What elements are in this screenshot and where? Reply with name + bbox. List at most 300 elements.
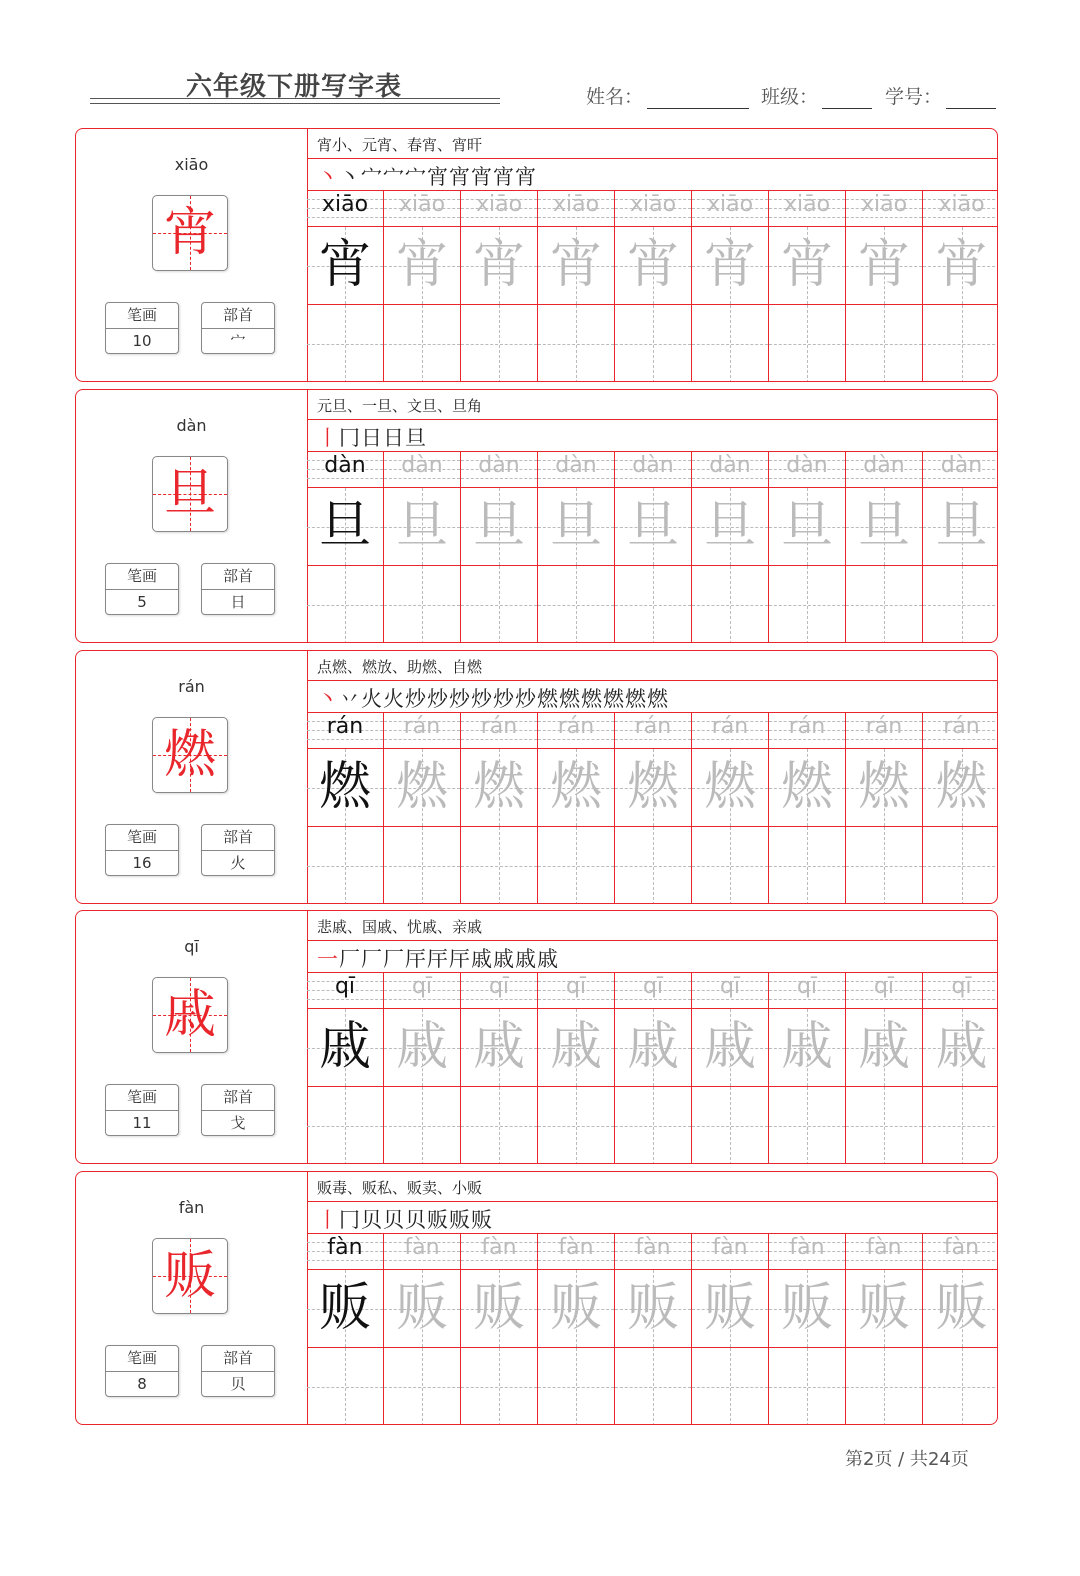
practice-pinyin: dàn xyxy=(863,453,905,478)
pinyin-cell[interactable] xyxy=(923,451,998,488)
blank-writing-cell[interactable] xyxy=(461,566,537,643)
practice-char: 旦 xyxy=(395,496,448,556)
tracing-cell[interactable] xyxy=(615,749,691,827)
pinyin-cell[interactable] xyxy=(538,1233,614,1270)
practice-char: 宵 xyxy=(318,235,371,295)
practice-grid xyxy=(307,190,997,382)
character-card xyxy=(75,128,998,382)
practice-char: 旦 xyxy=(472,496,525,556)
stroke-count-label: 笔画 xyxy=(106,825,178,851)
practice-pinyin: dàn xyxy=(709,453,751,478)
blank-writing-cell[interactable] xyxy=(538,305,614,382)
tracing-cell[interactable] xyxy=(846,749,922,827)
practice-char: 戚 xyxy=(318,1017,371,1077)
blank-writing-cell[interactable] xyxy=(461,305,537,382)
word-examples-row xyxy=(307,390,997,420)
tracing-cell[interactable] xyxy=(923,1009,998,1087)
practice-char: 旦 xyxy=(703,496,756,556)
name-field[interactable] xyxy=(586,82,749,109)
blank-writing-cell[interactable] xyxy=(538,827,614,904)
practice-column xyxy=(769,1233,846,1425)
character-card xyxy=(75,910,998,1164)
tracing-cell[interactable] xyxy=(615,488,691,566)
radical-label: 部首 xyxy=(202,564,274,590)
practice-char: 燃 xyxy=(780,757,833,817)
word-examples-row xyxy=(307,129,997,159)
practice-column xyxy=(846,451,923,643)
pinyin-cell[interactable] xyxy=(769,190,845,227)
tracing-cell[interactable] xyxy=(384,749,460,827)
page-header xyxy=(88,62,1000,108)
practice-column xyxy=(692,190,769,382)
practice-column xyxy=(615,712,692,904)
practice-char: 旦 xyxy=(626,496,679,556)
blank-writing-cell[interactable] xyxy=(923,566,998,643)
tracing-cell[interactable] xyxy=(769,1270,845,1348)
pinyin-cell[interactable] xyxy=(538,972,614,1009)
practice-char: 贩 xyxy=(626,1278,679,1338)
blank-writing-cell[interactable] xyxy=(846,305,922,382)
practice-column xyxy=(769,451,846,643)
pinyin-cell[interactable] xyxy=(615,190,691,227)
word-examples: 点燃、燃放、助燃、自燃 xyxy=(317,658,483,676)
blank-writing-cell[interactable] xyxy=(692,827,768,904)
practice-pinyin: xiāo xyxy=(552,192,600,217)
blank-writing-cell[interactable] xyxy=(307,827,383,904)
practice-char: 燃 xyxy=(549,757,602,817)
blank-writing-cell[interactable] xyxy=(615,566,691,643)
practice-column xyxy=(846,1233,923,1425)
page-title: 六年级下册写字表 xyxy=(186,72,403,102)
tracing-cell[interactable] xyxy=(846,488,922,566)
stroke-count-value: 16 xyxy=(132,854,152,872)
tracing-cell[interactable] xyxy=(692,749,768,827)
stroke-order-row xyxy=(307,1201,997,1234)
pinyin-label: rán xyxy=(178,677,205,696)
blank-writing-cell[interactable] xyxy=(384,1087,460,1164)
practice-column xyxy=(615,972,692,1164)
pinyin-cell[interactable] xyxy=(769,1233,845,1270)
practice-char: 旦 xyxy=(780,496,833,556)
blank-writing-cell[interactable] xyxy=(615,1087,691,1164)
practice-column xyxy=(846,972,923,1164)
blank-writing-cell[interactable] xyxy=(769,827,845,904)
practice-char: 贩 xyxy=(780,1278,833,1338)
pinyin-cell[interactable] xyxy=(923,712,998,749)
blank-writing-cell[interactable] xyxy=(384,305,460,382)
pinyin-cell[interactable] xyxy=(461,451,537,488)
pinyin-cell[interactable] xyxy=(846,190,922,227)
radical-value: 戈 xyxy=(230,1114,246,1132)
tracing-cell[interactable] xyxy=(538,749,614,827)
pinyin-cell[interactable] xyxy=(923,972,998,1009)
practice-pinyin: xiāo xyxy=(321,192,369,217)
tracing-cell[interactable] xyxy=(846,227,922,305)
pinyin-cell[interactable] xyxy=(538,451,614,488)
practice-char: 贩 xyxy=(857,1278,910,1338)
main-character: 戚 xyxy=(163,985,216,1045)
tracing-cell[interactable] xyxy=(692,227,768,305)
practice-column xyxy=(923,190,998,382)
tracing-cell[interactable] xyxy=(461,227,537,305)
pinyin-cell[interactable] xyxy=(461,190,537,227)
word-examples: 悲戚、国戚、忧戚、亲戚 xyxy=(317,918,483,936)
blank-writing-cell[interactable] xyxy=(923,1087,998,1164)
blank-writing-cell[interactable] xyxy=(461,1348,537,1425)
blank-writing-cell[interactable] xyxy=(615,1348,691,1425)
pinyin-cell[interactable] xyxy=(538,712,614,749)
pinyin-cell[interactable] xyxy=(769,451,845,488)
practice-char: 戚 xyxy=(935,1017,988,1077)
practice-column xyxy=(538,712,615,904)
practice-column xyxy=(538,190,615,382)
blank-writing-cell[interactable] xyxy=(769,1348,845,1425)
blank-writing-cell[interactable] xyxy=(538,1087,614,1164)
pinyin-cell[interactable] xyxy=(923,190,998,227)
character-info-panel xyxy=(76,129,308,381)
practice-column xyxy=(384,972,461,1164)
stroke-order-sequence xyxy=(317,683,669,713)
page-number: 第2页 / 共24页 xyxy=(845,1449,969,1470)
word-examples: 元旦、一旦、文旦、旦角 xyxy=(317,397,483,415)
pinyin-cell[interactable] xyxy=(692,972,768,1009)
radical-label: 部首 xyxy=(202,303,274,329)
practice-pinyin: qī xyxy=(411,974,433,999)
practice-pinyin: fàn xyxy=(635,1235,671,1260)
practice-column xyxy=(846,712,923,904)
tracing-cell[interactable] xyxy=(307,1270,383,1348)
blank-writing-cell[interactable] xyxy=(769,1087,845,1164)
blank-writing-cell[interactable] xyxy=(769,305,845,382)
practice-pinyin: rán xyxy=(711,714,749,739)
tracing-cell[interactable] xyxy=(923,749,998,827)
practice-pinyin: rán xyxy=(634,714,672,739)
tracing-cell[interactable] xyxy=(461,488,537,566)
blank-writing-cell[interactable] xyxy=(384,827,460,904)
blank-writing-cell[interactable] xyxy=(923,305,998,382)
tracing-cell[interactable] xyxy=(692,488,768,566)
stroke-order-sequence xyxy=(317,943,559,973)
tracing-cell[interactable] xyxy=(307,749,383,827)
pinyin-cell[interactable] xyxy=(384,451,460,488)
pinyin-cell[interactable] xyxy=(692,190,768,227)
practice-pinyin: qī xyxy=(334,974,356,999)
pinyin-cell[interactable] xyxy=(615,451,691,488)
pinyin-cell[interactable] xyxy=(923,1233,998,1270)
radical-box xyxy=(201,1345,275,1397)
practice-column xyxy=(615,1233,692,1425)
practice-column xyxy=(923,712,998,904)
practice-char: 燃 xyxy=(318,757,371,817)
practice-panel xyxy=(307,911,997,1163)
tracing-cell[interactable] xyxy=(461,1270,537,1348)
tracing-cell[interactable] xyxy=(461,1009,537,1087)
radical-box xyxy=(201,1084,275,1136)
main-character-box xyxy=(152,1238,228,1314)
pinyin-cell[interactable] xyxy=(384,190,460,227)
stroke-count-label: 笔画 xyxy=(106,1085,178,1111)
practice-grid xyxy=(307,712,997,904)
stroke-order-sequence xyxy=(317,161,537,191)
stroke-count-label: 笔画 xyxy=(106,303,178,329)
blank-writing-cell[interactable] xyxy=(384,566,460,643)
tracing-cell[interactable] xyxy=(923,1270,998,1348)
stroke-count-box xyxy=(105,302,179,354)
blank-writing-cell[interactable] xyxy=(692,1087,768,1164)
blank-writing-cell[interactable] xyxy=(692,305,768,382)
pinyin-cell[interactable] xyxy=(307,972,383,1009)
practice-pinyin: rán xyxy=(403,714,441,739)
pinyin-cell[interactable] xyxy=(461,712,537,749)
tracing-cell[interactable] xyxy=(384,227,460,305)
pinyin-cell[interactable] xyxy=(461,1233,537,1270)
practice-panel xyxy=(307,1172,997,1424)
blank-writing-cell[interactable] xyxy=(538,566,614,643)
remaining-strokes: 丷火火炒炒炒炒炒炒燃燃燃燃燃燃 xyxy=(339,687,669,711)
practice-pinyin: qī xyxy=(951,974,972,999)
blank-writing-cell[interactable] xyxy=(846,1087,922,1164)
blank-writing-cell[interactable] xyxy=(846,1348,922,1425)
pinyin-cell[interactable] xyxy=(307,712,383,749)
main-character-box xyxy=(152,195,228,271)
radical-label: 部首 xyxy=(202,1346,274,1372)
practice-pinyin: xiāo xyxy=(938,192,985,217)
tracing-cell[interactable] xyxy=(615,227,691,305)
tracing-cell[interactable] xyxy=(769,1009,845,1087)
practice-grid xyxy=(307,1233,997,1425)
main-character-box xyxy=(152,717,228,793)
practice-column xyxy=(307,1233,384,1425)
practice-column xyxy=(615,451,692,643)
practice-column xyxy=(384,1233,461,1425)
tracing-cell[interactable] xyxy=(846,1270,922,1348)
pinyin-cell[interactable] xyxy=(769,712,845,749)
pinyin-label: qī xyxy=(184,937,199,956)
practice-pinyin: xiāo xyxy=(783,192,831,217)
practice-pinyin: dàn xyxy=(632,453,674,478)
tracing-cell[interactable] xyxy=(461,749,537,827)
practice-char: 宵 xyxy=(472,235,525,295)
tracing-cell[interactable] xyxy=(615,1270,691,1348)
radical-label: 部首 xyxy=(202,825,274,851)
tracing-cell[interactable] xyxy=(384,1270,460,1348)
practice-column xyxy=(846,190,923,382)
practice-char: 戚 xyxy=(857,1017,910,1077)
pinyin-cell[interactable] xyxy=(384,712,460,749)
pinyin-cell[interactable] xyxy=(692,712,768,749)
practice-panel xyxy=(307,651,997,903)
tracing-cell[interactable] xyxy=(538,1009,614,1087)
practice-pinyin: dàn xyxy=(324,453,366,478)
remaining-strokes: 丶宀宀宀宵宵宵宵宵 xyxy=(339,165,537,189)
practice-column xyxy=(538,1233,615,1425)
practice-pinyin: fàn xyxy=(558,1235,594,1260)
radical-value: 贝 xyxy=(230,1375,246,1393)
pinyin-cell[interactable] xyxy=(307,1233,383,1270)
character-card xyxy=(75,1171,998,1425)
pinyin-cell[interactable] xyxy=(307,451,383,488)
tracing-cell[interactable] xyxy=(307,488,383,566)
tracing-cell[interactable] xyxy=(384,488,460,566)
tracing-cell[interactable] xyxy=(769,488,845,566)
pinyin-cell[interactable] xyxy=(384,972,460,1009)
practice-panel xyxy=(307,129,997,381)
blank-writing-cell[interactable] xyxy=(769,566,845,643)
practice-pinyin: rán xyxy=(943,714,980,739)
practice-pinyin: xiāo xyxy=(398,192,446,217)
practice-column xyxy=(769,972,846,1164)
practice-char: 贩 xyxy=(318,1278,371,1338)
radical-box xyxy=(201,824,275,876)
word-examples-row xyxy=(307,911,997,941)
student-id-field[interactable] xyxy=(885,82,996,109)
name-blank[interactable] xyxy=(647,88,749,109)
tracing-cell[interactable] xyxy=(307,1009,383,1087)
student-id-label: 学号： xyxy=(885,86,943,108)
blank-writing-cell[interactable] xyxy=(615,827,691,904)
blank-writing-cell[interactable] xyxy=(846,566,922,643)
practice-char: 贩 xyxy=(472,1278,525,1338)
practice-char: 燃 xyxy=(935,757,988,817)
stroke-count-value: 5 xyxy=(137,593,147,611)
practice-pinyin: fàn xyxy=(943,1235,980,1260)
stroke-count-value: 8 xyxy=(137,1375,147,1393)
name-label: 姓名： xyxy=(586,86,644,108)
practice-pinyin: rán xyxy=(557,714,595,739)
character-info-panel xyxy=(76,651,308,903)
pinyin-cell[interactable] xyxy=(692,1233,768,1270)
practice-column xyxy=(923,1233,998,1425)
tracing-cell[interactable] xyxy=(923,488,998,566)
tracing-cell[interactable] xyxy=(692,1009,768,1087)
pinyin-cell[interactable] xyxy=(769,972,845,1009)
practice-pinyin: rán xyxy=(865,714,903,739)
blank-writing-cell[interactable] xyxy=(307,1348,383,1425)
remaining-strokes: 冂日日旦 xyxy=(339,426,427,450)
stroke-count-box xyxy=(105,1345,179,1397)
blank-writing-cell[interactable] xyxy=(846,827,922,904)
tracing-cell[interactable] xyxy=(923,227,998,305)
blank-writing-cell[interactable] xyxy=(923,1348,998,1425)
blank-writing-cell[interactable] xyxy=(923,827,998,904)
class-field[interactable] xyxy=(761,82,872,109)
tracing-cell[interactable] xyxy=(692,1270,768,1348)
blank-writing-cell[interactable] xyxy=(538,1348,614,1425)
practice-pinyin: qī xyxy=(873,974,895,999)
word-examples-row xyxy=(307,651,997,681)
practice-pinyin: qī xyxy=(565,974,587,999)
blank-writing-cell[interactable] xyxy=(307,1087,383,1164)
stroke-count-label: 笔画 xyxy=(106,1346,178,1372)
practice-column xyxy=(461,1233,538,1425)
tracing-cell[interactable] xyxy=(769,749,845,827)
pinyin-label: dàn xyxy=(176,416,207,435)
blank-writing-cell[interactable] xyxy=(692,1348,768,1425)
pinyin-cell[interactable] xyxy=(461,972,537,1009)
practice-char: 戚 xyxy=(395,1017,448,1077)
practice-column xyxy=(461,972,538,1164)
pinyin-label: fàn xyxy=(178,1198,205,1217)
practice-column xyxy=(307,451,384,643)
blank-writing-cell[interactable] xyxy=(461,1087,537,1164)
practice-column xyxy=(384,451,461,643)
pinyin-cell[interactable] xyxy=(846,1233,922,1270)
blank-writing-cell[interactable] xyxy=(461,827,537,904)
first-stroke: 丨 xyxy=(317,1208,339,1232)
pinyin-cell[interactable] xyxy=(846,972,922,1009)
practice-char: 戚 xyxy=(472,1017,525,1077)
pinyin-cell[interactable] xyxy=(692,451,768,488)
stroke-count-label: 笔画 xyxy=(106,564,178,590)
practice-column xyxy=(923,972,998,1164)
first-stroke: 丨 xyxy=(317,426,339,450)
pinyin-cell[interactable] xyxy=(538,190,614,227)
practice-char: 燃 xyxy=(703,757,756,817)
pinyin-cell[interactable] xyxy=(615,1233,691,1270)
practice-pinyin: fàn xyxy=(789,1235,825,1260)
tracing-cell[interactable] xyxy=(538,488,614,566)
blank-writing-cell[interactable] xyxy=(307,566,383,643)
student-id-blank[interactable] xyxy=(946,88,996,109)
blank-writing-cell[interactable] xyxy=(307,305,383,382)
pinyin-cell[interactable] xyxy=(846,451,922,488)
tracing-cell[interactable] xyxy=(769,227,845,305)
practice-char: 宵 xyxy=(935,235,988,295)
practice-char: 宵 xyxy=(549,235,602,295)
practice-char: 贩 xyxy=(935,1278,988,1338)
blank-writing-cell[interactable] xyxy=(692,566,768,643)
pinyin-cell[interactable] xyxy=(615,712,691,749)
blank-writing-cell[interactable] xyxy=(384,1348,460,1425)
practice-char: 旦 xyxy=(935,496,988,556)
pinyin-cell[interactable] xyxy=(384,1233,460,1270)
character-card xyxy=(75,650,998,904)
tracing-cell[interactable] xyxy=(846,1009,922,1087)
title-underline-2 xyxy=(90,103,500,104)
first-stroke: 一 xyxy=(317,947,339,971)
practice-pinyin: dàn xyxy=(786,453,828,478)
practice-char: 贩 xyxy=(703,1278,756,1338)
practice-char: 贩 xyxy=(549,1278,602,1338)
radical-value: 日 xyxy=(230,593,246,611)
practice-pinyin: rán xyxy=(788,714,826,739)
tracing-cell[interactable] xyxy=(538,1270,614,1348)
tracing-cell[interactable] xyxy=(538,227,614,305)
main-character: 宵 xyxy=(163,203,216,263)
stroke-count-box xyxy=(105,824,179,876)
radical-box xyxy=(201,563,275,615)
main-character: 燃 xyxy=(163,725,216,785)
stroke-order-sequence xyxy=(317,422,427,452)
tracing-cell[interactable] xyxy=(615,1009,691,1087)
practice-char: 燃 xyxy=(472,757,525,817)
blank-writing-cell[interactable] xyxy=(615,305,691,382)
practice-panel xyxy=(307,390,997,642)
main-character-box xyxy=(152,977,228,1053)
stroke-count-box xyxy=(105,1084,179,1136)
pinyin-cell[interactable] xyxy=(307,190,383,227)
practice-pinyin: fàn xyxy=(327,1235,363,1260)
practice-char: 戚 xyxy=(549,1017,602,1077)
tracing-cell[interactable] xyxy=(384,1009,460,1087)
tracing-cell[interactable] xyxy=(307,227,383,305)
pinyin-cell[interactable] xyxy=(846,712,922,749)
practice-char: 燃 xyxy=(857,757,910,817)
practice-column xyxy=(461,712,538,904)
practice-pinyin: xiāo xyxy=(860,192,908,217)
pinyin-cell[interactable] xyxy=(615,972,691,1009)
class-blank[interactable] xyxy=(822,88,872,109)
